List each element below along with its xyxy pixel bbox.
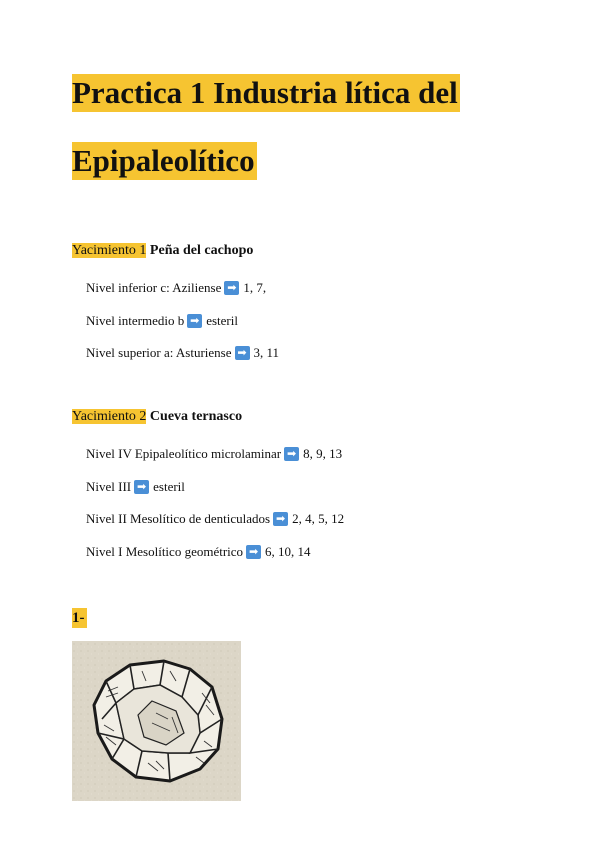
level-items: esteril — [206, 313, 238, 328]
right-arrow-icon: ➡ — [273, 512, 288, 526]
level-text: Nivel intermedio b — [86, 313, 185, 328]
level-text: Nivel II Mesolítico de denticulados — [86, 511, 271, 526]
title-line-1: Practica 1 Industria lítica del — [72, 75, 458, 110]
site-1-label: Yacimiento 1 — [72, 243, 147, 258]
site-1-level-3 — [86, 344, 279, 362]
site-1-level-2 — [86, 312, 238, 330]
site-2-level-3 — [86, 510, 344, 528]
site-2-level-1 — [86, 445, 342, 463]
right-arrow-icon: ➡ — [246, 545, 261, 559]
level-text: Nivel superior a: Asturiense — [86, 345, 232, 360]
lithic-tool-drawing-icon — [72, 641, 241, 801]
site-1-level-1 — [86, 279, 266, 297]
title-line-2: Epipaleolítico — [72, 143, 255, 178]
level-items: 6, 10, 14 — [265, 544, 311, 559]
site-2-name: Cueva ternasco — [149, 409, 243, 424]
right-arrow-icon: ➡ — [235, 346, 250, 360]
level-text: Nivel I Mesolítico geométrico — [86, 544, 244, 559]
level-items: 8, 9, 13 — [303, 446, 343, 461]
site-2-level-2 — [86, 478, 185, 496]
level-items: esteril — [153, 479, 185, 494]
level-text: Nivel IV Epipaleolítico microlaminar — [86, 446, 282, 461]
lithic-tool-image — [72, 641, 241, 801]
level-items: 3, 11 — [253, 345, 280, 360]
right-arrow-icon: ➡ — [224, 281, 239, 295]
level-text: Nivel inferior c: Aziliense — [86, 280, 222, 295]
site-2-label: Yacimiento 2 — [72, 409, 147, 424]
level-text: Nivel III — [86, 479, 132, 494]
right-arrow-icon: ➡ — [134, 480, 149, 494]
site-1-heading — [72, 241, 253, 261]
item-1-label: 1- — [72, 610, 85, 626]
site-2-heading — [72, 407, 242, 427]
right-arrow-icon: ➡ — [187, 314, 202, 328]
level-items: 2, 4, 5, 12 — [292, 511, 345, 526]
site-1-name: Peña del cachopo — [149, 243, 254, 258]
right-arrow-icon: ➡ — [284, 447, 299, 461]
site-2-level-4 — [86, 543, 311, 561]
level-items: 1, 7, — [243, 280, 267, 295]
